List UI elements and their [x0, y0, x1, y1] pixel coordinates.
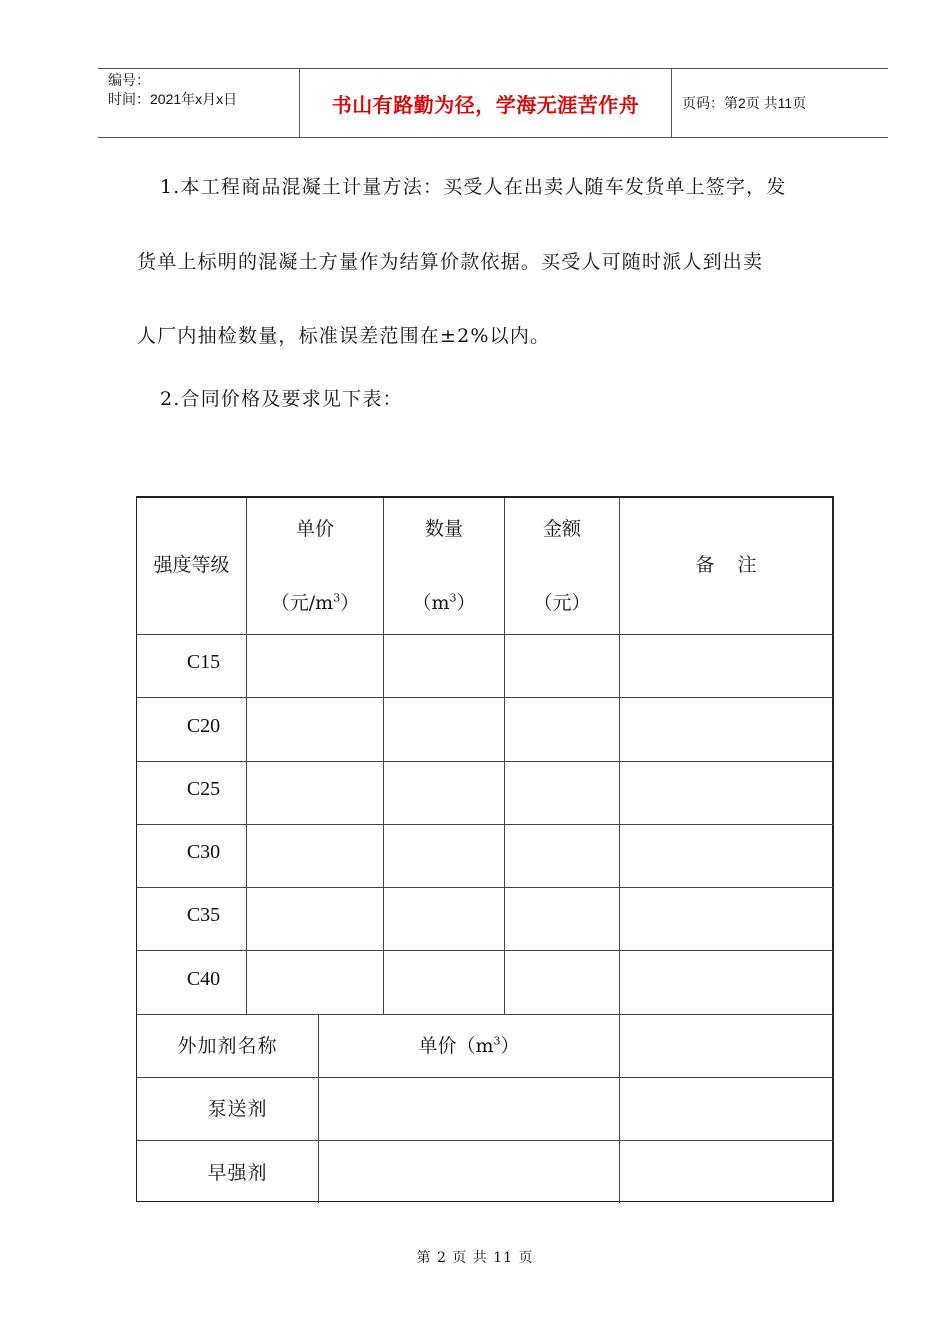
header-time: 时间：2021年x月x日: [108, 91, 238, 107]
page-header: [98, 68, 888, 138]
paragraph-1-line-2: 货单上标明的混凝土方量作为结算价款依据。买受人可随时派人到出卖: [137, 251, 764, 273]
header-remarks: 备 注: [695, 554, 759, 576]
paragraph-2: 2.合同价格及要求见下表：: [160, 388, 403, 410]
header-meta: [98, 69, 300, 137]
header-unit-price: 单价: [295, 518, 334, 540]
header-quantity: 数量: [424, 518, 463, 540]
paragraph-1-line-3: 人厂内抽检数量，标准误差范围在±2%以内。: [137, 325, 551, 347]
paragraph-1-line-1: 1.本工程商品混凝土计量方法：买受人在出卖人随车发货单上签字，发: [160, 176, 787, 198]
admixture-item: 早强剂: [207, 1162, 268, 1184]
header-page-info: [682, 69, 888, 137]
grade-cell: C15: [186, 651, 221, 673]
header-number: 编号：: [108, 72, 150, 88]
admixture-name-header: 外加剂名称: [177, 1035, 278, 1057]
header-unit-price-unit: （元$/m^3$）: [270, 591, 360, 614]
grade-cell: C30: [186, 841, 221, 863]
header-grade: 强度等级: [153, 554, 230, 576]
page-footer: [0, 1247, 950, 1267]
admixture-price-header: 单价$(m^3)$: [418, 1034, 520, 1057]
header-amount: 金额: [542, 518, 581, 540]
header-motto: 书山有路勤为径，学海无涯苦作舟: [300, 69, 672, 137]
grade-cell: C40: [186, 968, 221, 990]
price-table: [136, 496, 834, 1202]
footer-page-number: 第 2 页 共 11 页: [416, 1250, 534, 1266]
header-quantity-unit: $(m^3)$: [412, 591, 476, 614]
grade-cell: C35: [186, 904, 221, 926]
grade-cell: C25: [186, 778, 221, 800]
header-amount-unit: （元）: [533, 592, 591, 614]
header-page-info-text: 页码：第2页 共11页: [682, 95, 807, 111]
grade-cell: C20: [186, 715, 221, 737]
admixture-item: 泵送剂: [207, 1098, 268, 1120]
